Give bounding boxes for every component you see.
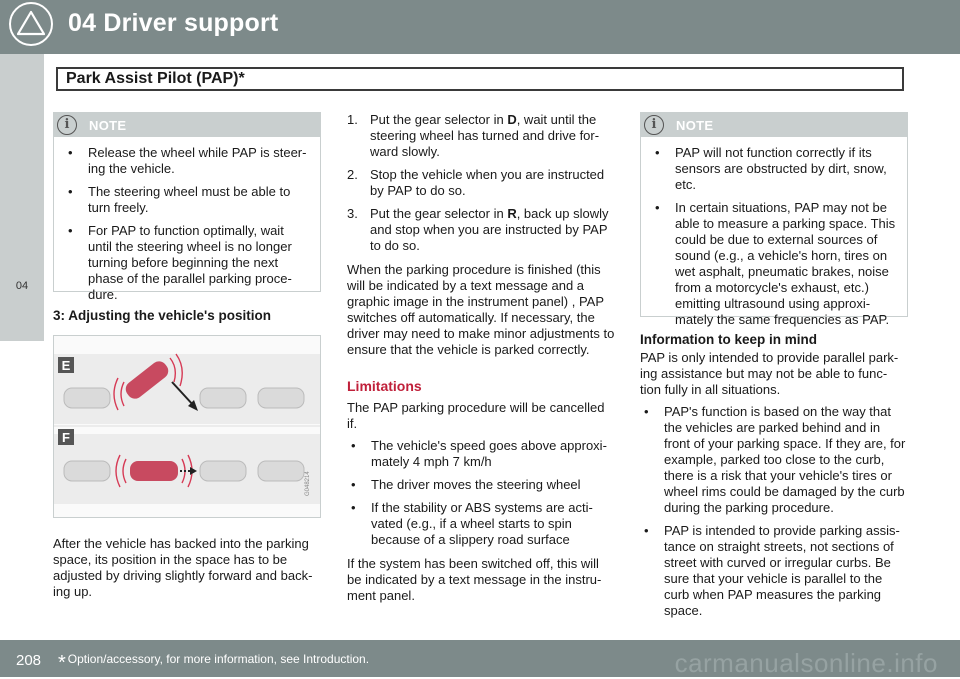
limitations-heading: Limitations <box>347 378 422 394</box>
note-item: • In certain situations, PAP may not be able to measure a parking space. This could be due to external sources of sound (e.g., a vehicle's horn, tires on wet asphalt, pneumatic brakes, noise from a motorcycle's exhaust, etc.) emitting ultrasound using approxi-mately the same frequencies as PAP. <box>651 200 897 328</box>
note-box <box>53 112 321 302</box>
parked-car <box>64 388 110 408</box>
paragraph: When the parking procedure is finished (this will be indicated by a text message and a graphic image in the instrument panel) , PAP switches off automatically. If necessary, the driver may need to make minor adjustments to ensure that the vehicle is parked correctly. <box>347 262 615 357</box>
list-item: • The vehicle's speed goes above approxi-mately 4 mph 7 km/h <box>347 438 615 470</box>
parked-car <box>200 388 246 408</box>
footnote-text: Option/accessory, for more information, see Introduction. <box>67 652 370 666</box>
active-car-parked <box>130 461 178 481</box>
footnote <box>58 652 369 675</box>
parked-car <box>200 461 246 481</box>
note-item: • The steering wheel must be able to turn freely. <box>64 184 310 216</box>
figure-code: G048214 <box>305 471 311 496</box>
paragraph: If the system has been switched off, this will be indicated by a text message in the instru-ment panel. <box>347 556 602 603</box>
steps-list <box>347 112 615 254</box>
warning-triangle-icon <box>9 2 53 46</box>
info-icon: i <box>644 115 664 135</box>
paragraph: After the vehicle has backed into the parking space, its position in the space has to be adjusted by driving slightly forward and back-ing up. <box>53 536 313 599</box>
column-middle <box>347 112 615 612</box>
paragraph: PAP is only intended to provide parallel park-ing assistance but may not be able to func-tion fully in all situations. <box>640 350 899 397</box>
section-heading: Information to keep in mind <box>640 332 818 347</box>
note-header <box>54 113 320 137</box>
figure-label-f: F <box>62 430 70 445</box>
footnote-star: * <box>58 652 66 674</box>
page-footer <box>0 640 960 677</box>
limitations-list <box>347 438 615 548</box>
note-header <box>641 113 907 137</box>
list-item: • PAP's function is based on the way that the vehicles are parked behind and in front of your parking space. If they are, for example, parked too close to the curb, there is a risk that your vehicle's tires or wheel rims could be damaged by the curb during the parking procedure. <box>640 404 908 516</box>
chapter-header-bar <box>0 0 960 54</box>
note-item: • For PAP to function optimally, wait until the steering wheel is no longer turning before beginning the next phase of the parallel parking proce-dure. <box>64 223 310 303</box>
list-item: • If the stability or ABS systems are acti-vated (e.g., if a wheel starts to spin because of a slippery road surface <box>347 500 615 548</box>
note-box <box>640 112 908 327</box>
section-heading: 3: Adjusting the vehicle's position <box>53 308 271 323</box>
parking-adjustment-illustration <box>53 335 321 518</box>
note-list <box>641 137 907 345</box>
note-label: NOTE <box>89 118 127 133</box>
note-item: • PAP will not function correctly if its sensors are obstructed by dirt, snow, etc. <box>651 145 897 193</box>
list-item: • PAP is intended to provide parking assis-tance on straight streets, not sections of street with curved or irregular curbs. Be sure that your vehicle is parallel to the curb when PAP measures the parking space. <box>640 523 908 619</box>
note-label: NOTE <box>676 118 714 133</box>
parked-car <box>64 461 110 481</box>
info-icon: i <box>57 115 77 135</box>
section-title-bar <box>56 67 904 91</box>
parked-car <box>258 461 304 481</box>
chapter-title: 04 Driver support <box>68 9 279 37</box>
column-left <box>53 112 321 608</box>
column-right <box>640 112 908 627</box>
step-item: 1. Put the gear selector in D, wait until the steering wheel has turned and drive for-ward slowly. <box>347 112 600 159</box>
note-item: • Release the wheel while PAP is steer-ing the vehicle. <box>64 145 310 177</box>
section-title: Park Assist Pilot (PAP)* <box>66 70 245 87</box>
watermark: carmanualsonline.info <box>674 648 938 678</box>
side-tab-label: 04 <box>15 280 29 292</box>
step-item: 2. Stop the vehicle when you are instructed by PAP to do so. <box>347 167 605 198</box>
info-list <box>640 404 908 619</box>
chapter-side-tab <box>0 54 44 341</box>
step-item: 3. Put the gear selector in R, back up slowly and stop when you are instructed by PAP to do so. <box>347 206 609 253</box>
note-list <box>54 137 320 320</box>
page-number: 208 <box>16 652 42 669</box>
parking-diagram <box>54 336 320 517</box>
parked-car <box>258 388 304 408</box>
list-item: • The driver moves the steering wheel <box>347 477 615 493</box>
paragraph: The PAP parking procedure will be cancelled if. <box>347 400 605 431</box>
figure-label-e: E <box>61 358 71 373</box>
